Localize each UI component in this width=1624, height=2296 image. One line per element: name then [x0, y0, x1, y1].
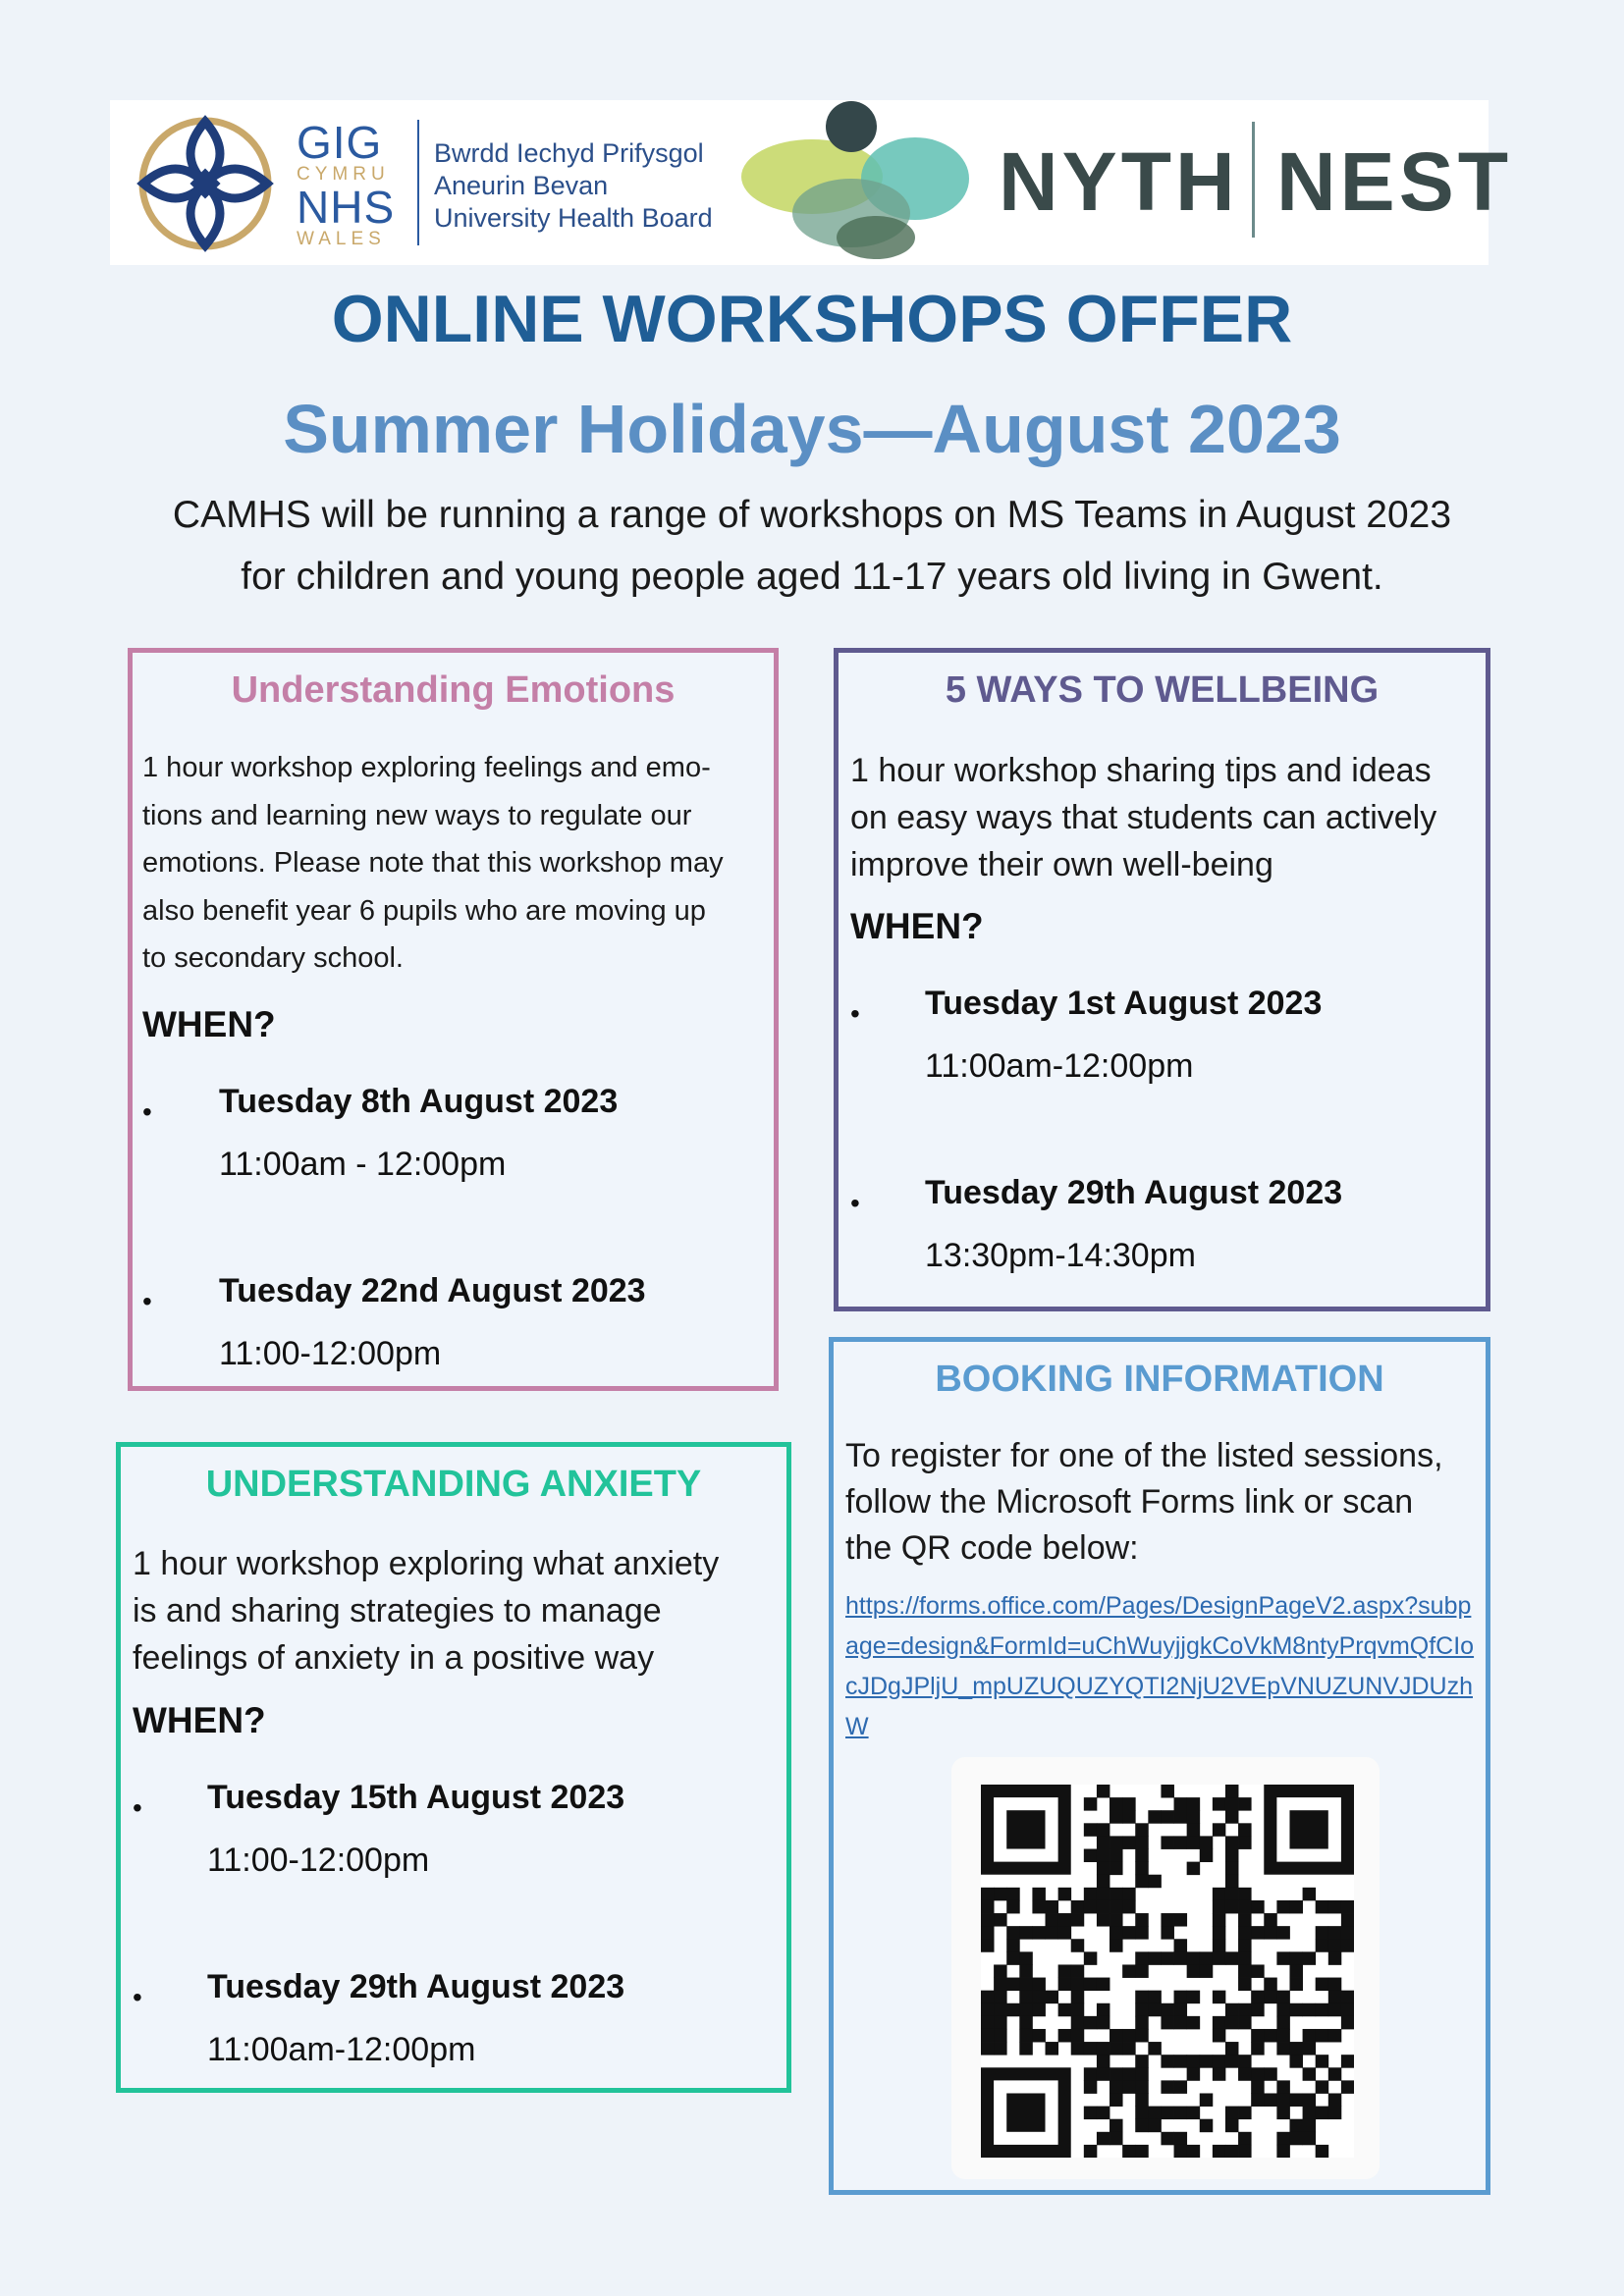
intro-line-2: for children and young people aged 11-17 years old living in Gwent.	[241, 556, 1383, 598]
session-time: 11:00-12:00pm	[219, 1335, 442, 1372]
nyth-nest-logo-icon	[738, 100, 974, 265]
desc-line: emotions. Please note that this workshop may	[142, 847, 724, 879]
nest-label: NEST	[1276, 135, 1513, 228]
desc-line: follow the Microsoft Forms link or scan	[845, 1483, 1414, 1521]
qr-code-frame	[951, 1757, 1380, 2179]
desc-line: 1 hour workshop sharing tips and ideas	[850, 752, 1432, 789]
intro-text	[118, 484, 1506, 608]
card-description	[142, 744, 771, 983]
card-title: BOOKING INFORMATION	[935, 1359, 1384, 1400]
nhs-wales-wordmark	[297, 117, 424, 249]
session-date: Tuesday 8th August 2023	[219, 1083, 619, 1120]
bullet-icon: •	[133, 1982, 142, 2012]
board-line-3: University Health Board	[434, 203, 713, 233]
session-time: 11:00am-12:00pm	[925, 1047, 1194, 1085]
desc-line: is and sharing strategies to manage	[133, 1592, 662, 1629]
wales-text: WALES	[297, 229, 386, 249]
session-time: 11:00-12:00pm	[207, 1842, 430, 1879]
board-line-1: Bwrdd Iechyd Prifysgol	[434, 138, 704, 168]
booking-form-link[interactable]: https://forms.office.com/Pages/DesignPageV2.aspx?subpage=design&FormId=uChWuyjjgkCoVkM8ntyPrqvmQfCIocJDgJPljU_mpUZUQUZYQTI2NjU2VEpVNUZUNVJDUzhW	[845, 1592, 1475, 1740]
bullet-icon: •	[133, 1792, 142, 1823]
bullet-icon: •	[142, 1096, 152, 1127]
health-board-name	[434, 137, 713, 235]
qr-code-icon[interactable]	[981, 1785, 1354, 2158]
desc-line: feelings of anxiety in a positive way	[133, 1639, 655, 1677]
board-line-2: Aneurin Bevan	[434, 171, 609, 200]
session-date: Tuesday 29th August 2023	[925, 1174, 1343, 1211]
bullet-icon: •	[850, 1188, 860, 1218]
card-understanding-anxiety	[116, 1442, 791, 2093]
desc-line: 1 hour workshop exploring feelings and emo-	[142, 752, 711, 783]
session-date: Tuesday 29th August 2023	[207, 1968, 625, 2005]
session-time: 13:30pm-14:30pm	[925, 1237, 1196, 1274]
desc-line: 1 hour workshop exploring what anxiety	[133, 1545, 720, 1582]
when-heading: WHEN?	[850, 906, 984, 946]
session-time: 11:00am - 12:00pm	[219, 1146, 507, 1183]
session-date: Tuesday 1st August 2023	[925, 985, 1323, 1022]
intro-line-1: CAMHS will be running a range of workshops on MS Teams in August 2023	[172, 494, 1452, 536]
card-title: Understanding Emotions	[231, 669, 676, 711]
card-title: 5 WAYS TO WELLBEING	[945, 669, 1380, 711]
session-date: Tuesday 22nd August 2023	[219, 1272, 646, 1309]
card-description	[845, 1433, 1484, 1572]
header-banner	[110, 100, 1513, 265]
nyth-label: NYTH	[999, 135, 1239, 228]
desc-line: improve their own well-being	[850, 846, 1273, 883]
desc-line: also benefit year 6 pupils who are moving up	[142, 894, 706, 927]
card-5-ways-to-wellbeing	[834, 648, 1490, 1311]
header-divider	[417, 120, 419, 245]
page-subtitle: Summer Holidays—August 2023	[283, 391, 1341, 467]
gig-text: GIG	[297, 117, 383, 168]
nhs-text: NHS	[297, 182, 396, 233]
nyth-nest-divider	[1252, 122, 1255, 238]
bullet-icon: •	[142, 1286, 152, 1316]
card-title: UNDERSTANDING ANXIETY	[205, 1464, 702, 1505]
card-understanding-emotions	[128, 648, 779, 1391]
card-booking-information	[829, 1337, 1490, 2195]
desc-line: To register for one of the listed sessions,	[845, 1437, 1443, 1474]
card-description	[133, 1540, 790, 1682]
bullet-icon: •	[850, 998, 860, 1029]
session-date: Tuesday 15th August 2023	[207, 1779, 625, 1816]
page-title: ONLINE WORKSHOPS OFFER	[331, 282, 1293, 356]
desc-line: the QR code below:	[845, 1529, 1139, 1567]
card-description	[850, 747, 1489, 888]
when-heading: WHEN?	[142, 1004, 276, 1044]
session-time: 11:00am-12:00pm	[207, 2031, 476, 2068]
desc-line: tions and learning new ways to regulate our	[142, 799, 692, 831]
when-heading: WHEN?	[133, 1700, 266, 1740]
desc-line: to secondary school.	[142, 942, 404, 974]
cymru-text: CYMRU	[297, 164, 390, 185]
desc-line: on easy ways that students can actively	[850, 799, 1437, 836]
nhs-wales-emblem-icon	[132, 110, 279, 257]
